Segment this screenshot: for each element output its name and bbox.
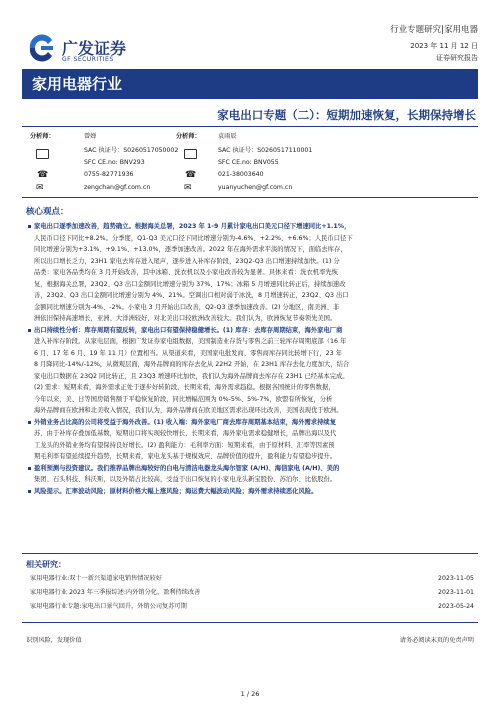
para-line: 家电出口逐季加速改善，趋势确立。根据海关总署，2023 年 1-9 月累计家电出口美元口径下增速同比+1.1%，	[34, 223, 351, 230]
analyst-phone: 021-38003640	[218, 171, 264, 178]
para-line: 品类：家电各品类均在 3 月开始改善，其中冰箱、洗衣机以及小家电改善较为显著。具体来看：洗衣机率先恢	[34, 269, 338, 276]
analyst-sfc: SFC CE.no: BNV055	[218, 159, 279, 166]
paragraph-export	[34, 221, 476, 325]
analyst-sac: SAC 执证号：S0260517050002	[84, 147, 179, 154]
analyst-name: 袁雨辰	[218, 133, 237, 140]
para-line: 盈利预测与投资建议。我们推荐品牌出海较好的白电与清洁电器龙头海尔智家 (A/H)、海信家电 (A/H)、美的	[34, 464, 340, 472]
para-line: 进入补库存阶段。从家电层面，根据广发证券家电组数据，美国制造业存货与零售之前三轮库存周期底部（16 年	[34, 338, 347, 345]
para-line: 洲依旧保持高速增长，亚洲、大洋洲较好，对北美出口较欧洲改善较大。我们认为，欧洲恢复节奏领先美国。	[34, 315, 337, 322]
phone-icon: ☎	[185, 170, 197, 180]
para-line: 同比增速分别为+3.1%、+9.1%、+13.0%，逐季加速改善。2022 年在海外需求平淡的情况下，面临去库存，	[34, 246, 347, 253]
report-title: 家电出口专题（二）：短期加速恢复，长期保持增长	[217, 108, 476, 122]
para-line: 6 月、17 年 6 月、19 年 11 月）位置相当。从渠道来看，美国家电批发商、零售商库存同比转增下行，23 年	[34, 349, 342, 357]
bullet-icon	[28, 490, 31, 493]
para-line: 集团、石头科技、科沃斯，以及外销占比较高，受益于出口恢复的小家电龙头新宝股份、苏泊尔、比依股份。	[34, 476, 337, 483]
email-icon: ✉	[36, 183, 44, 193]
analyst-label: 分析师：	[30, 133, 55, 140]
analyst-sfc: SFC CE.no: BNV293	[84, 159, 145, 166]
report-date: 2023 年 11 月 12 日	[410, 42, 478, 50]
para-line: 人民币口径下同比+8.2%。分季度，Q1-Q3 美元口径下同比增速分别为-4.6%、+2.2%、+6.6%；人民币口径下	[34, 234, 353, 242]
para-line: 海外品牌商在欧洲和北美收入情况，我们认为，海外品牌商在欧美地区需求出现环比改善，美国表现优于欧洲。	[34, 407, 343, 414]
id-card-icon	[36, 149, 49, 159]
analyst-phone: 0755-82771936	[84, 171, 134, 178]
related-item-date: 2023-11-01	[438, 589, 474, 596]
paragraph-sustainability	[34, 325, 476, 417]
industry-banner	[22, 69, 478, 99]
para-line: 8 月降同比-14%/-12%，从微观层面，海外品牌商的库存去化从 22H2 开始，在 23H1 库存去化力度加大，结合	[34, 361, 350, 368]
logo-text-cn: 广发证券	[62, 39, 127, 58]
related-title: 相关研究：	[26, 560, 66, 569]
related-item-text[interactable]: 家用电器行业:双十一新兴渠道家电销售情况较好	[30, 575, 163, 582]
core-views	[34, 221, 476, 497]
footer-disclaimer[interactable]: 请务必阅读末页的免责声明	[399, 637, 474, 644]
para-line: 家电出口数据在 23Q2 同比转正，且 23Q3 增速环比加快，我们认为海外品牌商去库存在 23H1 已经基本完成。	[34, 372, 349, 380]
related-item-text[interactable]: 家用电器行业专题:家电出口景气回升，外销公司复苏可期	[30, 603, 187, 610]
paragraph-investment	[34, 463, 476, 498]
paragraph-beneficiaries	[34, 417, 476, 463]
para-line: 金额同比增速分别为-4%、-2%。小家电 3 月开始出口改善，Q2-Q3 逐季加速改善。(2) 分地区，南美洲、非	[34, 303, 340, 311]
para-line: 今年以来，美、日等国房销售额于平稳恢复阶段，同比增幅范围为 0%-5%、5%-7%，欧盟有所恢复，分析	[34, 395, 333, 403]
para-line: 期毛利率有望延续提升趋势，长期来看，家电龙头基于规模效应、品牌价值的提升，盈利能力有望稳步提升。	[34, 453, 337, 460]
para-line: (2) 需求：短期来看，海外需求正处于逐步好转阶段，长期来看，海外需求趋稳。根据各国统计的零售数据，	[34, 384, 335, 391]
related-item-date: 2023-05-24	[438, 603, 474, 610]
bullet-icon	[28, 329, 31, 332]
para-line: 工龙头的外销业务均有望保持良好增长。(2) 盈利能力：毛利率方面：短期来看，由于原材料、汇率等因素预	[34, 441, 335, 449]
para-line: 所以出口增长乏力，23H1 家电去库存进入尾声，逐步进入补库存阶段，23Q2-Q3 出口增速持续加快。(1) 分	[34, 257, 340, 265]
analyst-email[interactable]: zengchan@gf.com.cn	[84, 184, 151, 191]
logo-text-en: GF SECURITIES	[62, 56, 114, 63]
analyst-name: 曾婵	[84, 133, 97, 140]
para-line: 风险提示。汇率波动风险；原材料价格大幅上涨风险；海运费大幅波动风险；海外需求持续恶化风险。	[34, 487, 318, 495]
footer-slogan: 识别风险，发现价值	[26, 637, 82, 644]
divider	[22, 126, 478, 127]
divider	[22, 197, 478, 198]
section-title: 核心观点：	[26, 207, 69, 217]
related-item-date: 2023-11-05	[438, 575, 474, 582]
related-item-text[interactable]: 家用电器行业 2023 年三季报综述:内外销分化，盈利持续改善	[30, 589, 201, 596]
para-line: 善，23Q2、Q3 出口金额同比增速分别为 4%、21%。空调出口相对弱于冰洗，8 月增速转正，23Q2、Q3 出口	[34, 292, 349, 299]
divider	[22, 622, 478, 623]
para-line: 苏，由于补库存叠加低基数，短期出口将实现较快增长，长期来看，海外家电需求稳健增长，品牌出海以及代	[34, 430, 337, 437]
industry-banner-title: 家用电器行业	[32, 75, 123, 93]
phone-icon: ☎	[37, 170, 49, 180]
page-number: 1 / 26	[240, 690, 260, 698]
id-card-icon	[184, 149, 197, 159]
gf-logo-icon	[26, 34, 60, 62]
report-type: 证券研究报告	[436, 54, 478, 62]
bullet-icon	[28, 467, 31, 470]
bullet-icon	[28, 421, 31, 424]
analyst-label: 分析师：	[176, 133, 201, 140]
bullet-icon	[28, 225, 31, 228]
divider	[22, 553, 478, 554]
para-line: 复，根据海关总署，23Q2、Q3 出口金额同比增速分别为 37%、17%；冰箱 5 月增速同比转正后，持续加速改	[34, 280, 346, 288]
analyst-sac: SAC 执证号：S0260517110001	[218, 147, 313, 154]
report-category: 行业专题研究|家用电器	[390, 25, 478, 35]
analyst-email[interactable]: yuanyuchen@gf.com.cn	[218, 184, 293, 191]
para-line: 外销业务占比高的公司将受益于海外改善。(1) 收入端：海外家电厂商去库存周期基本结束，海外需求持续复	[34, 418, 336, 426]
email-icon: ✉	[184, 183, 192, 193]
para-line: 出口持续性分析：库存周期有望反转，家电出口有望保持稳健增长。(1) 库存：去库存周期结束，海外家电厂商	[34, 326, 343, 334]
